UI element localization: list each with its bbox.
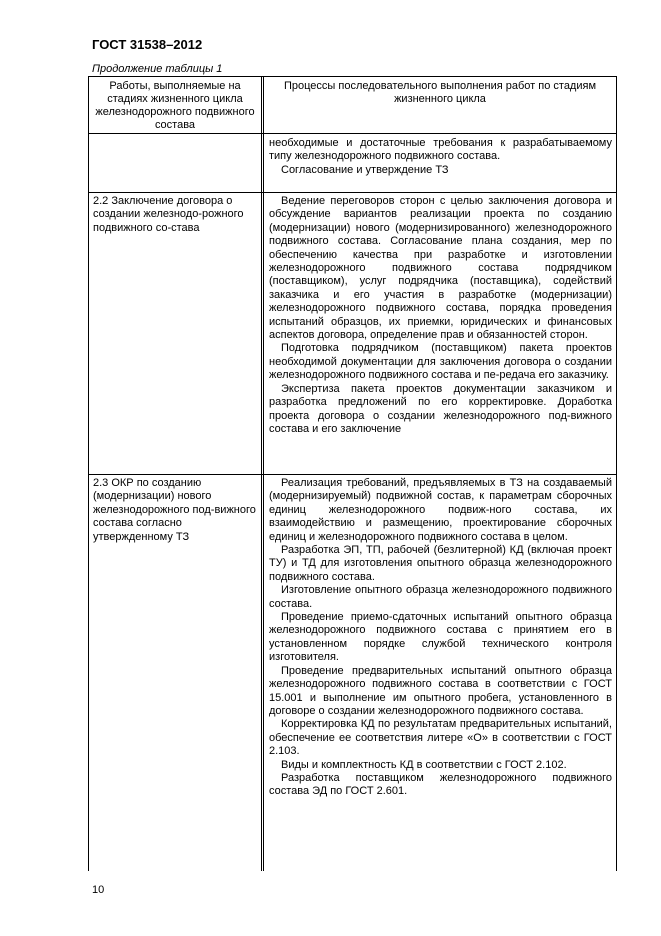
column-header-works: Работы, выполняемые на стадиях жизненного цикла железнодорожного подвижного состава [95, 80, 255, 131]
process-paragraph: Подготовка подрядчиком (поставщиком) пакета проектов необходимой документации для заключения договора о создании железнодорожного подвижного состава и пе-редача его заказчику. [269, 342, 612, 382]
column-header-processes: Процессы последовательного выполнения работ по стадиям жизненного цикла [283, 80, 597, 105]
process-paragraph: Согласование и утверждение ТЗ [281, 163, 449, 176]
process-paragraph: Разработка ЭП, ТП, рабочей (безлитерной) КД (включая проект ТУ) и ТД для изготовления опытного образца железнодорожного подвижного состава. [269, 544, 612, 583]
row-process-cell [269, 477, 612, 799]
process-paragraph: Проведение приемо-сдаточных испытаний опытного образца железнодорожного подвижного состава с принятием его в установленном порядке службой технического контроля изготовителя. [269, 611, 612, 664]
header-separator [89, 133, 616, 134]
process-paragraph: Разработка поставщиком железнодорожного подвижного состава ЭД по ГОСТ 2.601. [269, 771, 612, 798]
process-paragraph: Реализация требований, предъявляемых в ТЗ на создаваемый (модернизируемый) подвижной состав, к параметрам сборочных единиц железнодорожного подвиж-ного состава, их взаимодействию и размещению, проектирование сборочных единиц и железнодорожного подвижного состава в целом. [269, 477, 612, 543]
document-standard-title: ГОСТ 31538–2012 [92, 37, 203, 52]
page-number: 10 [92, 884, 105, 896]
process-paragraph: Ведение переговоров сторон с целью заключения договора и обсуждение вариантов реализации проекта по созданию (модернизации) нового (модернизированного) железнодорожного подвижного состава. Согласование плана создания, мер по обеспечению качества при разработке и изготовлении железнодорожного подвижного состава подрядчиком (поставщиком), услуг подрядчика (поставщика), содействий заказчика и его участия в разработке (модернизации) железнодорожного подвижного состава, порядка проведения испытаний образцов, их приемки, юридических и финансовых аспектов договора, определение прав и обязанностей сторон. [269, 195, 612, 342]
row-stage-cell: 2.2 Заключение договора о создании железнодо-рожного подвижного со-става [93, 195, 244, 234]
row-separator [89, 474, 616, 475]
process-paragraph: Проведение предварительных испытаний опытного образца железнодорожного подвижного состава в соответствии с ГОСТ 15.001 и выполнение им опытного пробега, установленного в договоре о создании железнодорожного подвижного состава. [269, 664, 612, 717]
row-stage-cell: 2.3 ОКР по созданию (модернизации) нового железнодорожного под-вижного состава согласно утвержденному ТЗ [93, 477, 256, 543]
process-paragraph: Корректировка КД по результатам предварительных испытаний, обеспечение ее соответствия литере «О» в соответствии с ГОСТ 2.103. [269, 718, 612, 758]
process-paragraph: необходимые и достаточные требования к разрабатываемому типу железнодорожного подвижного состава. [269, 137, 612, 163]
process-paragraph: Экспертиза пакета проектов документации заказчиком и разработка предложений по его корректировке. Доработка проекта договора о создании железнодорожного под-вижного состава и его заключение [269, 382, 612, 435]
lifecycle-table [88, 76, 617, 871]
row-separator [89, 192, 616, 193]
process-paragraph: Изготовление опытного образца железнодорожного подвижного состава. [269, 584, 612, 610]
row-process-cell [269, 195, 612, 436]
process-paragraph: Виды и комплектность КД в соответствии с ГОСТ 2.102. [281, 758, 567, 771]
row-process-cell [269, 137, 612, 177]
table-continuation-label: Продолжение таблицы 1 [92, 63, 223, 75]
